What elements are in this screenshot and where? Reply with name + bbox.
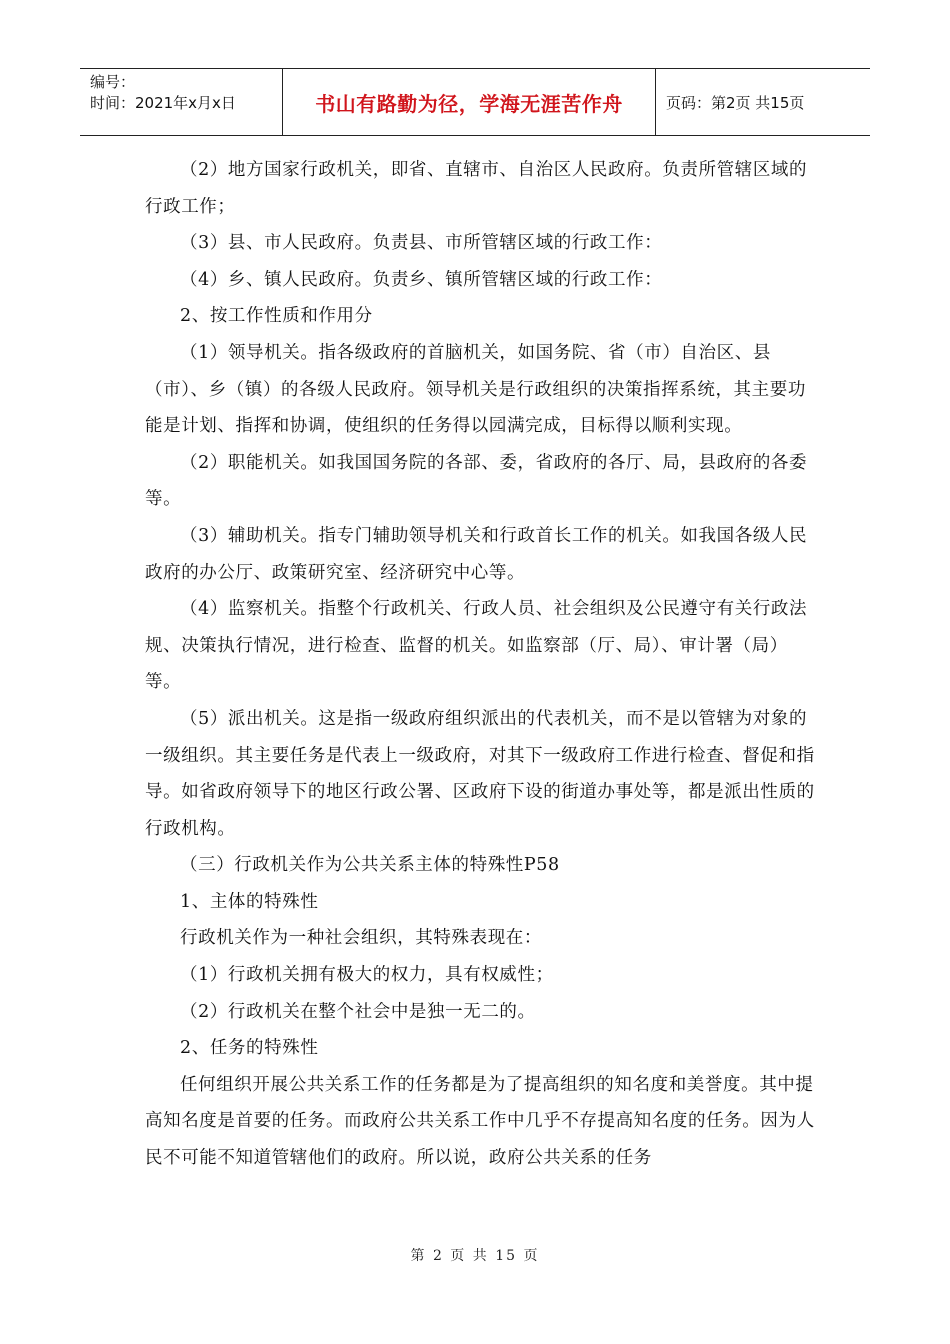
document-number: 编号： — [90, 73, 136, 91]
document-body — [145, 152, 815, 1177]
paragraph: （1）行政机关拥有极大的权力，具有权威性； — [180, 965, 554, 986]
paragraph: （2）地方国家行政机关，即省、直辖市、自治区人民政府。负责所管辖区域的行政工作； — [145, 160, 808, 217]
paragraph: （3）辅助机关。指专门辅助领导机关和行政首长工作的机关。如我国各级人民政府的办公厅、政策研究室、经济研究中心等。 — [145, 525, 808, 583]
page-footer: 第 2 页 共 15 页 — [410, 1248, 540, 1264]
paragraph: （2）职能机关。如我国国务院的各部、委，省政府的各厅、局，县政府的各委等。 — [145, 452, 808, 510]
paragraph: （4）乡、镇人民政府。负责乡、镇所管辖区域的行政工作： — [180, 269, 663, 290]
paragraph: （5）派出机关。这是指一级政府组织派出的代表机关，而不是以管辖为对象的一级组织。其主要任务是代表上一级政府，对其下一级政府工作进行检查、督促和指导。如省政府领导下的地区行政公署、区政府下设的街道办事处等，都是派出性质的行政机构。 — [145, 708, 815, 839]
document-time: 时间：2021年x月x日 — [90, 94, 236, 112]
page-header — [80, 68, 870, 136]
header-page-info: 页码：第2页 共15页 — [666, 93, 805, 112]
section-heading: （三）行政机关作为公共关系主体的特殊性P58 — [180, 855, 560, 876]
paragraph: 任何组织开展公共关系工作的任务都是为了提高组织的知名度和美誉度。其中提高知名度是首要的任务。而政府公共关系工作中几乎不存提高知名度的任务。因为人民不可能不知道管辖他们的政府。所以说，政府公共关系的任务 — [145, 1074, 815, 1169]
section-heading: 2、按工作性质和作用分 — [180, 306, 373, 327]
section-heading: 1、主体的特殊性 — [180, 891, 319, 912]
paragraph: 行政机关作为一种社会组织，其特殊表现在： — [180, 928, 542, 949]
paragraph: （1）领导机关。指各级政府的首脑机关，如国务院、省（市）自治区、县（市）、乡（镇）的各级人民政府。领导机关是行政组织的决策指挥系统，其主要功能是计划、指挥和协调，使组织的任务得以园满完成，目标得以顺利实现。 — [145, 342, 806, 437]
paragraph: （3）县、市人民政府。负责县、市所管辖区域的行政工作： — [180, 233, 663, 254]
section-heading: 2、任务的特殊性 — [180, 1038, 319, 1059]
paragraph: （2）行政机关在整个社会中是独一无二的。 — [180, 1001, 536, 1022]
header-motto: 书山有路勤为径，学海无涯苦作舟 — [283, 69, 656, 135]
paragraph: （4）监察机关。指整个行政机关、行政人员、社会组织及公民遵守有关行政法规、决策执行情况，进行检查、监督的机关。如监察部（厅、局）、审计署（局）等。 — [145, 599, 808, 693]
header-meta — [80, 69, 283, 135]
